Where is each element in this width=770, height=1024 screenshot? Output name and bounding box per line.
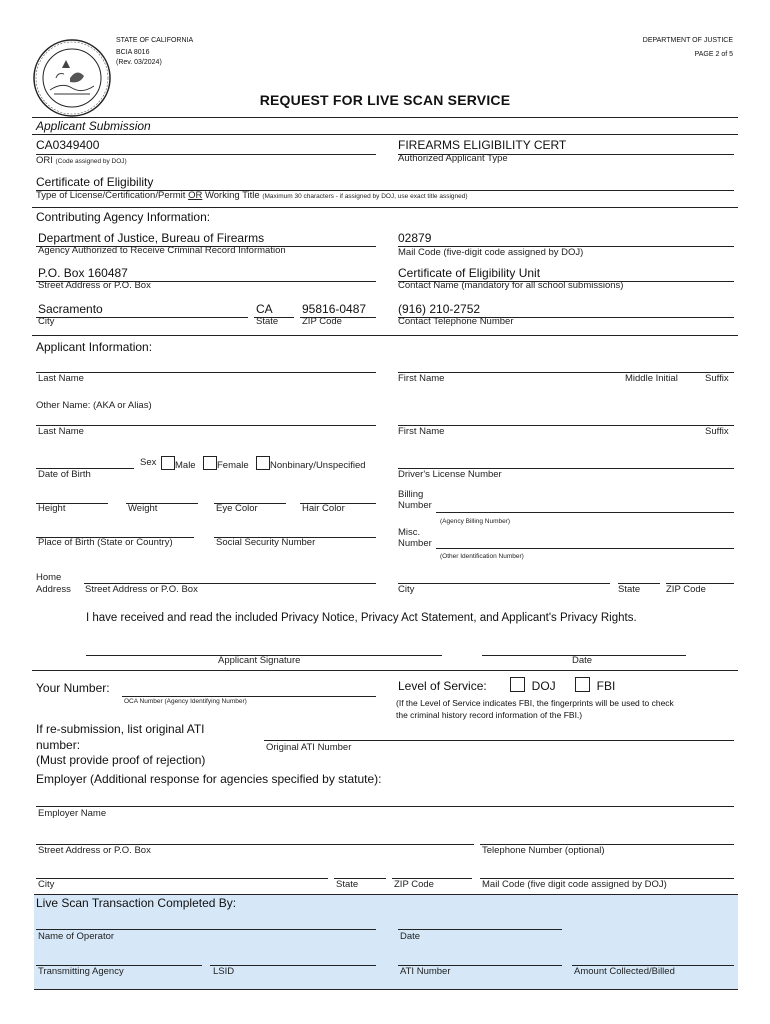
authorized-type-value[interactable]: FIREARMS ELIGIBILITY CERT [398,138,567,152]
other-name-label: Other Name: (AKA or Alias) [36,400,152,411]
employer-street-label: Street Address or P.O. Box [38,845,151,856]
home-zip-label: ZIP Code [666,584,706,595]
live-scan-heading: Live Scan Transaction Completed By: [36,896,237,910]
fbi-text: FBI [596,679,616,693]
middle-initial-label: Middle Initial [625,373,678,384]
agency-street-label: Street Address or P.O. Box [38,280,151,291]
department-name: DEPARTMENT OF JUSTICE [642,37,733,44]
sex-label: Sex [140,457,157,468]
home-city-label: City [398,584,415,595]
billing-label-b: Number [398,500,432,511]
aka-suffix-label: Suffix [705,426,729,437]
employer-city-label: City [38,879,55,890]
state-name: STATE OF CALIFORNIA [116,37,194,44]
lsid-label: LSID [213,966,235,977]
misc-label-a: Misc. [398,527,421,538]
agency-label: Agency Authorized to Receive Criminal Record Information [38,245,286,256]
aka-first-name-label: First Name [398,426,445,437]
male-text: Male [175,460,196,471]
home-state-label: State [618,584,641,595]
authorized-type-label: Authorized Applicant Type [398,153,508,164]
signature-date-label: Date [572,655,593,666]
contact-name-value[interactable]: Certificate of Eligibility Unit [398,266,541,280]
agency-zip-value[interactable]: 95816-0487 [302,302,367,316]
privacy-statement: I have received and read the included Privacy Notice, Privacy Act Statement, and Applicant's Privacy Rights. [86,612,637,624]
live-scan-date-label: Date [400,931,421,942]
eye-color-label: Eye Color [216,503,258,514]
contact-phone-label: Contact Telephone Number [398,316,514,327]
applicant-info-heading: Applicant Information: [36,340,153,354]
agency-street-value[interactable]: P.O. Box 160487 [38,266,128,280]
mail-code-value[interactable]: 02879 [398,231,432,245]
height-label: Height [38,503,66,514]
place-of-birth-label: Place of Birth (State or Country) [38,537,173,548]
contact-phone-value[interactable]: (916) 210-2752 [398,302,481,316]
nonbinary-text: Nonbinary/Unspecified [270,460,366,471]
female-checkbox[interactable] [203,456,217,470]
billing-label-a: Billing [398,489,424,500]
drivers-license-label: Driver's License Number [398,469,502,480]
your-number-label: Your Number: [36,681,110,695]
license-label [36,190,468,201]
transmitting-agency-label: Transmitting Agency [38,966,124,977]
agency-state-label: State [256,316,279,327]
license-hint: (Maximum 30 characters - if assigned by DOJ, use exact title assigned) [262,193,468,200]
mail-code-label: Mail Code (five-digit code assigned by DOJ) [398,247,584,258]
nonbinary-checkbox[interactable] [256,456,270,470]
level-of-service-label: Level of Service: [398,679,487,693]
ori-label-text: ORI [36,155,53,166]
weight-label: Weight [128,503,158,514]
resubmission-line-2: number: [36,738,81,752]
form-code: BCIA 8016 [116,49,150,56]
contributing-agency-heading: Contributing Agency Information: [36,210,211,224]
agency-city-label: City [38,316,55,327]
home-street-label: Street Address or P.O. Box [85,584,198,595]
ori-label [36,155,127,166]
agency-value[interactable]: Department of Justice, Bureau of Firearms [38,231,265,245]
sex-nonbinary-option[interactable] [256,456,366,471]
doj-checkbox[interactable] [510,677,525,692]
license-label-a: Type of License/Certification/Permit [36,190,189,201]
amount-collected-label: Amount Collected/Billed [574,966,675,977]
home-label-a: Home [36,572,62,583]
employer-state-label: State [336,879,359,890]
doj-text: DOJ [531,679,556,693]
signature-label: Applicant Signature [218,655,301,666]
contact-name-label: Contact Name (mandatory for all school submissions) [398,280,624,291]
last-name-label: Last Name [38,373,84,384]
license-label-or: OR [188,190,203,201]
agency-state-value[interactable]: CA [256,302,273,316]
ori-hint: (Code assigned by DOJ) [55,158,127,165]
first-name-label: First Name [398,373,445,384]
oca-hint: OCA Number (Agency Identifying Number) [124,698,247,705]
ati-number-label: ATI Number [400,966,451,977]
form-revision: (Rev. 03/2024) [116,59,162,66]
applicant-submission-heading: Applicant Submission [36,119,151,133]
ori-value[interactable]: CA0349400 [36,138,100,152]
license-value[interactable]: Certificate of Eligibility [36,175,154,189]
resubmission-line-1: If re-submission, list original ATI [36,722,205,736]
license-label-b: Working Title [202,190,260,201]
sex-female-option[interactable] [203,456,249,471]
dob-label: Date of Birth [38,469,91,480]
fbi-note-2: the criminal history record information of the FBI.) [396,710,583,720]
employer-heading: Employer (Additional response for agencies specified by statute): [36,772,382,786]
agency-city-value[interactable]: Sacramento [38,302,103,316]
sex-male-option[interactable] [161,456,196,471]
suffix-label: Suffix [705,373,729,384]
operator-label: Name of Operator [38,931,115,942]
employer-phone-label: Telephone Number (optional) [482,845,605,856]
ssn-label: Social Security Number [216,537,316,548]
level-doj-option[interactable] [510,677,556,693]
original-ati-label: Original ATI Number [266,742,352,753]
employer-zip-label: ZIP Code [394,879,434,890]
hair-color-label: Hair Color [302,503,345,514]
agency-zip-label: ZIP Code [302,316,342,327]
level-fbi-option[interactable] [575,677,615,693]
page-number: PAGE 2 of 5 [694,51,733,58]
misc-label-b: Number [398,538,432,549]
fbi-checkbox[interactable] [575,677,590,692]
male-checkbox[interactable] [161,456,175,470]
billing-hint: (Agency Billing Number) [440,518,511,525]
employer-name-label: Employer Name [38,808,107,819]
misc-hint: (Other Identification Number) [440,553,524,560]
fbi-note-1: (If the Level of Service indicates FBI, the fingerprints will be used to check [396,698,674,708]
employer-mail-code-label: Mail Code (five digit code assigned by DOJ) [482,879,667,890]
aka-last-name-label: Last Name [38,426,84,437]
female-text: Female [217,460,249,471]
home-label-b: Address [36,584,71,595]
form-title: REQUEST FOR LIVE SCAN SERVICE [259,92,511,108]
resubmission-line-3: (Must provide proof of rejection) [36,753,206,767]
